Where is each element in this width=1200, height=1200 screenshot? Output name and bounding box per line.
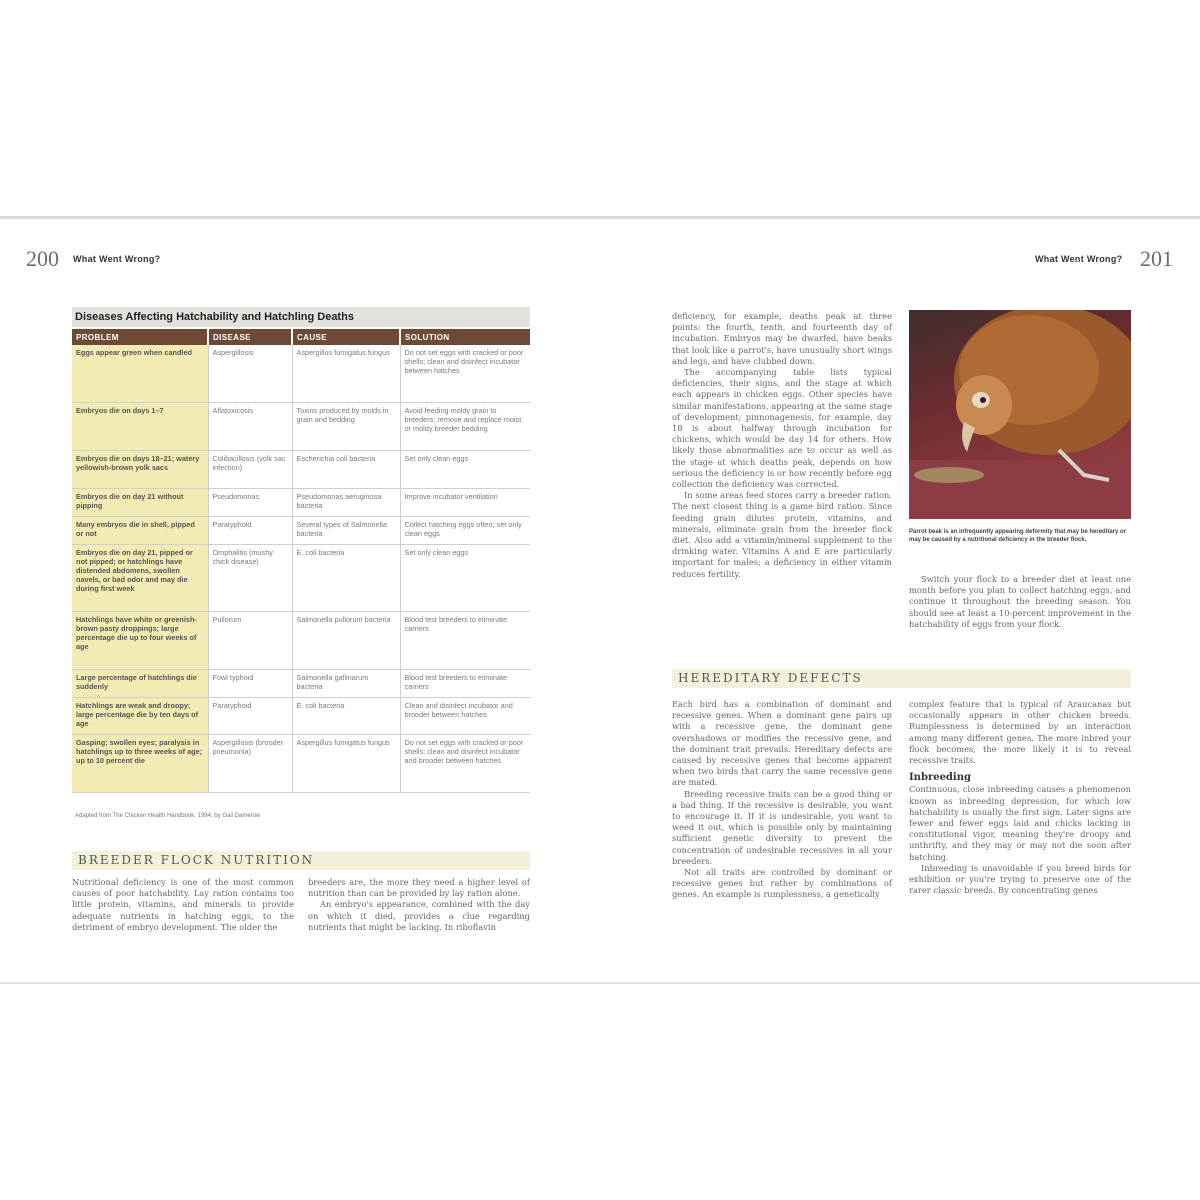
section-heading-hereditary: HEREDITARY DEFECTS [672, 669, 1131, 688]
cell-disease: Colibacillosis (yolk sac infection) [208, 450, 292, 488]
right-page-number: 201 [1140, 246, 1173, 271]
cell-disease: Aspergillosis (brooder pneumonia) [208, 734, 292, 792]
paragraph: Continuous, close inbreeding causes a phenomenon known as inbreeding depression, for which low hatchability is usually the first sign. Later signs are fewer and fewer eggs laid and chicks lacking in constitutional vigor, meaning they're droopy and unthrifty, and they may or may not die soon after hatching. [909, 784, 1131, 862]
table-row [72, 402, 530, 450]
paragraph: deficiency, for example, deaths peak at three points: the fourth, tenth, and fourteenth day of incubation. Embryos may be dwarfed, have beaks that look like a parrot's, have unusually short wings and legs, and have clubbed down. [672, 311, 892, 366]
right-running-head: What Went Wrong? [1035, 254, 1123, 264]
cell-disease: Fowl typhoid [208, 669, 292, 697]
paragraph: breeders are, the more they need a higher level of nutrition than can be provided by lay ration alone. [308, 877, 530, 899]
cell-disease: Paratyphoid [208, 697, 292, 734]
table-credit: Adapted from The Chicken Health Handbook, 1994, by Gail Damerow [75, 813, 261, 819]
paragraph: In some areas feed stores carry a breeder ration. The next closest thing is a game bird ration. Since feeding grain dilutes protein, vitamins, and minerals, eliminate grain from the breeder flock diet. Also add a vitamin/mineral supplement to the drinking water. Vitamins A and E are particularly important for males; a deficiency in either vitamin reduces fertility. [672, 490, 892, 579]
cell-solution: Blood test breeders to eliminate carriers [400, 611, 530, 669]
cell-solution: Do not set eggs with cracked or poor shells; clean and disinfect incubator between hatches [400, 345, 530, 402]
right-col-4a [909, 699, 1131, 766]
paragraph: Nutritional deficiency is one of the most common causes of poor hatchability. Lay ration contains too little protein, vitamins, and minerals to provide adequate nutrients in hatching eggs, to the detriment of embryo development. The older the [72, 877, 294, 932]
cell-cause: E. coli bacteria [292, 544, 400, 611]
cell-solution: Clean and disinfect incubator and brooder between hatches [400, 697, 530, 734]
cell-cause: Toxins produced by molds in grain and bedding [292, 402, 400, 450]
table-row [72, 345, 530, 402]
cell-solution: Improve incubator ventilation [400, 488, 530, 516]
cell-disease: Aflatoxicosis [208, 402, 292, 450]
cell-problem: Eggs appear green when candled [72, 345, 208, 402]
table-title: Diseases Affecting Hatchability and Hatchling Deaths [72, 307, 530, 327]
photo-caption: Parrot beak is an infrequently appearing deformity that may be hereditary or may be caused by a nutritional deficiency in the breeder flock. [909, 529, 1127, 543]
cell-cause: Several types of Salmonella bacteria [292, 516, 400, 544]
cell-problem: Embryos die on days 1–7 [72, 402, 208, 450]
cell-problem: Hatchlings are weak and droopy; large percentage die by ten days of age [72, 697, 208, 734]
left-col-2 [308, 877, 530, 933]
subheading-inbreeding: Inbreeding [909, 772, 971, 784]
header-disease: DISEASE [208, 329, 292, 345]
table-row [72, 450, 530, 488]
paragraph: complex feature that is typical of Araucanas but occasionally appears in other chicken breeds. Rumplessness is determined by an interaction among many different genes. The more inbred your flock becomes, the more likely it is to reveal recessive traits. [909, 699, 1131, 766]
cell-solution: Blood test breeders to eliminate carriers [400, 669, 530, 697]
cell-cause: Aspergillus fumigatus fungus [292, 345, 400, 402]
paragraph: The accompanying table lists typical deficiencies, their signs, and the stage at which each appears in chicken eggs. Other species have similar manifestations, appearing at the same stage of development; pinnonagenesis, for example, day 18 is about halfway through incubation for chickens, which would be day 14 for others. How likely those abnormalities are to occur as well as the stage at which deaths peak, depends on how serious the deficiency is or how recently before egg collection the deficiency was corrected. [672, 367, 892, 490]
cell-disease: Pullorum [208, 611, 292, 669]
table-row [72, 734, 530, 792]
cell-disease: Paratyphoid [208, 516, 292, 544]
paragraph: An embryo's appearance, combined with the day on which it died, provides a clue regarding nutrients that might be lacking. In riboflavin [308, 899, 530, 932]
header-problem: PROBLEM [72, 329, 208, 345]
table-row [72, 611, 530, 669]
left-col-1 [72, 877, 294, 933]
cell-solution: Collect hatching eggs often; set only clean eggs [400, 516, 530, 544]
chicken-photo [909, 310, 1131, 519]
cell-cause: Pseudomonas aeruginosa bacteria [292, 488, 400, 516]
cell-solution: Set only clean eggs [400, 544, 530, 611]
paragraph: Not all traits are controlled by dominant or recessive genes but rather by combinations of genes. An example is rumplessness, a genetically [672, 867, 892, 900]
cell-solution: Do not set eggs with cracked or poor shells; clean and disinfect incubator and brooder between hatches [400, 734, 530, 792]
section-heading-breeder: BREEDER FLOCK NUTRITION [72, 851, 530, 870]
cell-problem: Many embryos die in shell, pipped or not [72, 516, 208, 544]
cell-solution: Avoid feeding moldy grain to breeders; remove and replace moist or moldy breeder bedding [400, 402, 530, 450]
header-solution: SOLUTION [400, 329, 530, 345]
cell-cause: Salmonella pullorum bacteria [292, 611, 400, 669]
cell-disease: Omphalitis (mushy chick disease) [208, 544, 292, 611]
table-body [72, 345, 530, 792]
cell-problem: Hatchlings have white or greenish-brown pasty droppings; large percentage die up to four weeks of age [72, 611, 208, 669]
header-cause: CAUSE [292, 329, 400, 345]
table-row [72, 544, 530, 611]
cell-cause: E. coli bacteria [292, 697, 400, 734]
paragraph: Switch your flock to a breeder diet at least one month before you plan to collect hatching eggs, and continue it throughout the breeding season. You should see at least a 10-percent improvement in the hatchability of eggs from your flock. [909, 574, 1131, 629]
left-running-head: What Went Wrong? [73, 254, 161, 264]
cell-problem: Gasping; swollen eyes; paralysis in hatchlings up to three weeks of age; up to 10 percent die [72, 734, 208, 792]
right-col-3 [672, 699, 892, 901]
paragraph: Each bird has a combination of dominant and recessive genes. When a dominant gene pairs up with a recessive gene, the dominant gene overshadows or modifies the recessive gene, and the dominant trait prevails. Hereditary defects are caused by recessive genes that become apparent when two birds that carry the same recessive gene are mated. [672, 699, 892, 788]
chicken-illustration [909, 310, 1131, 519]
right-col-1 [672, 311, 892, 580]
cell-disease: Aspergillosis [208, 345, 292, 402]
cell-cause: Aspergillus fumigatus fungus [292, 734, 400, 792]
table-row [72, 488, 530, 516]
right-col-4 [909, 699, 1131, 896]
table-row [72, 669, 530, 697]
cell-solution: Set only clean eggs [400, 450, 530, 488]
diseases-table [72, 329, 530, 793]
cell-cause: Escherichia coli bacteria [292, 450, 400, 488]
book-spread [0, 216, 1200, 984]
right-col-2 [909, 574, 1131, 630]
cell-cause: Salmonella gallinarum bacteria [292, 669, 400, 697]
paragraph: Inbreeding is unavoidable if you breed birds for exhibition or you're trying to preserve one of the rarer classic breeds. By concentrating genes [909, 862, 1131, 896]
table-row [72, 516, 530, 544]
cell-problem: Embryos die on days 18–21; watery yellowish-brown yolk sacs [72, 450, 208, 488]
cell-problem: Large percentage of hatchlings die suddenly [72, 669, 208, 697]
paragraph: Breeding recessive traits can be a good thing or a bad thing. If the recessive is desirable, you want to encourage it. If it is undesirable, you want to weed it out, which is possible only by maintaining sufficient genetic diversity to prevent the concentration of undesirable recessives in all your breeders. [672, 788, 892, 866]
table-header-row [72, 329, 530, 345]
cell-problem: Embryos die on day 21, pipped or not pipped; or hatchlings have distended abdomens, swollen navels, or bad odor and may die during first week [72, 544, 208, 611]
right-col-4b [909, 784, 1131, 896]
table-row [72, 697, 530, 734]
cell-disease: Pseudomonas [208, 488, 292, 516]
left-page-number: 200 [26, 246, 59, 271]
cell-problem: Embryos die on day 21 without pipping [72, 488, 208, 516]
